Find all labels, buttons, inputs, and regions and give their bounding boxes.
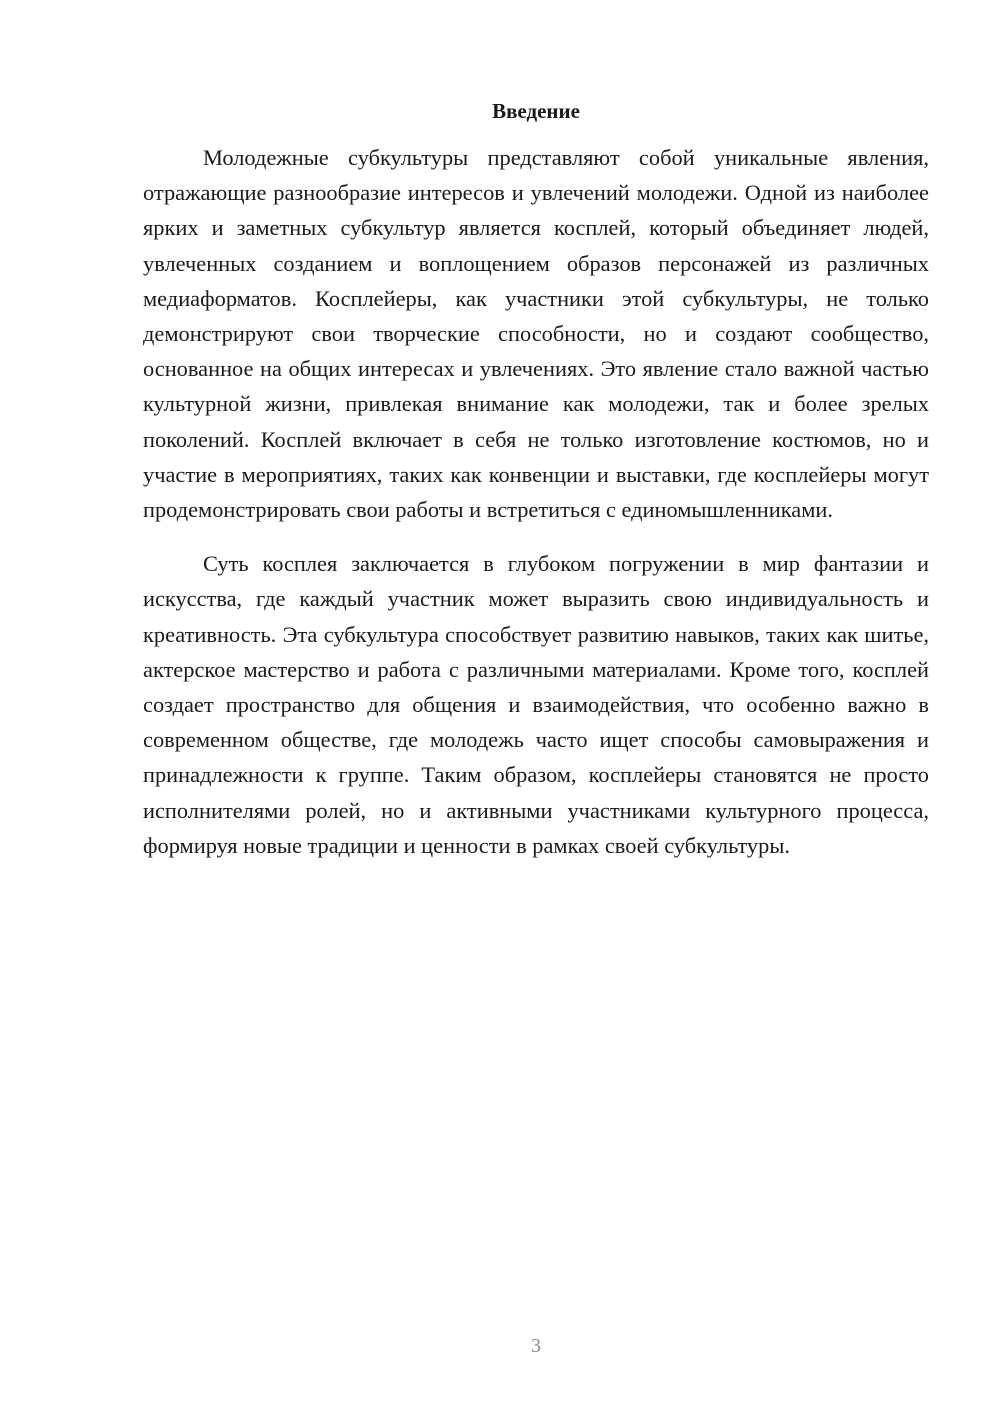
page-number: 3 xyxy=(531,1335,541,1357)
section-heading: Введение xyxy=(492,99,580,123)
page-content xyxy=(143,94,929,863)
paragraph-2: Суть косплея заключается в глубоком погружении в мир фантазии и искусства, где каждый участник может выразить свою индивидуальность и креативность. Эта субкультура способствует развитию навыков, таких как шитье, актерское мастерство и работа с различными материалами. Кроме того, косплей создает пространство для общения и взаимодействия, что особенно важно в современном обществе, где молодежь часто ищет способы самовыражения и принадлежности к группе. Таким образом, косплейеры становятся не просто исполнителями ролей, но и активными участниками культурного процесса, формируя новые традиции и ценности в рамках своей субкультуры. xyxy=(143,551,929,858)
paragraph-1: Молодежные субкультуры представляют собой уникальные явления, отражающие разнообразие интересов и увлечений молодежи. Одной из наиболее ярких и заметных субкультур является косплей, который объединяет людей, увлеченных созданием и воплощением образов персонажей из различных медиаформатов. Косплейеры, как участники этой субкультуры, не только демонстрируют свои творческие способности, но и создают сообщество, основанное на общих интересах и увлечениях. Это явление стало важной частью культурной жизни, привлекая внимание как молодежи, так и более зрелых поколений. Косплей включает в себя не только изготовление костюмов, но и участие в мероприятиях, таких как конвенции и выставки, где косплейеры могут продемонстрировать свои работы и встретиться с единомышленниками. xyxy=(143,145,929,523)
